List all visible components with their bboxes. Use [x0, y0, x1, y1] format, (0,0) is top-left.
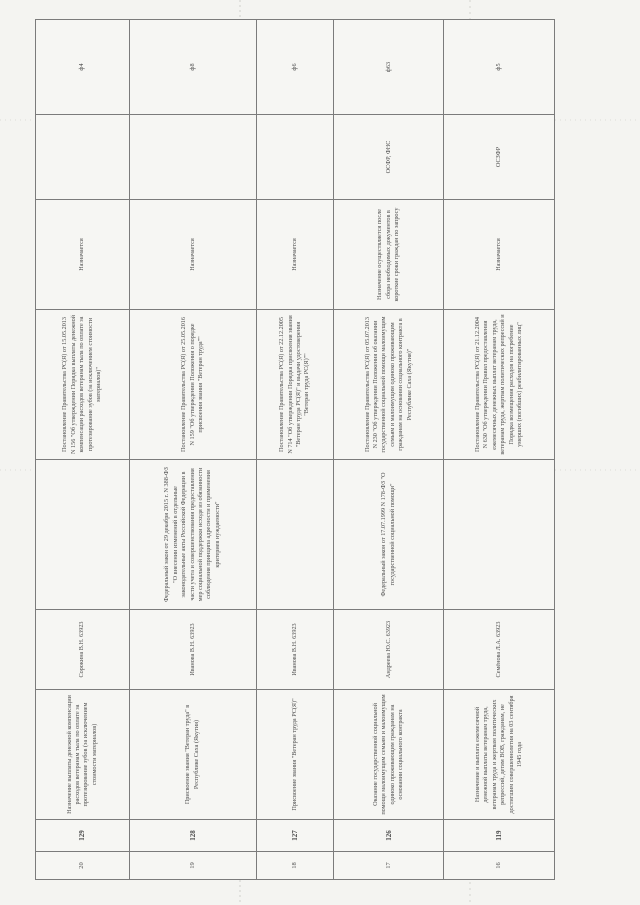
executor: ОСФР, ФНС	[333, 115, 444, 200]
row-number: 126	[333, 820, 444, 852]
row-number: 128	[129, 820, 256, 852]
service-name: Присвоение звания "Ветеран труда РС(Я)"	[256, 690, 333, 820]
responsible: Семёнова Л.А. 63923	[444, 610, 555, 690]
executor: ОСЗФР	[444, 115, 555, 200]
organization: Назначается	[129, 200, 256, 310]
rotated-table-wrapper	[35, 20, 555, 880]
regional-act: Постановление Правительства РС(Я) от 22.12.2005 N 714 "Об утверждении Порядка присвоения звания "Ветеран труда РС(Я)" и выдачи удостоверения "Ветеран труда РС(Я)""	[256, 310, 333, 460]
federal-law: Федеральный закон от 17.07.1999 N 178-ФЗ "О государственной социальной помощи"	[333, 460, 444, 610]
row-number: 129	[36, 820, 130, 852]
table-row	[256, 20, 333, 880]
row-seq: 17	[333, 852, 444, 880]
federal-law	[256, 460, 333, 610]
executor	[129, 115, 256, 200]
regional-act: Постановление Правительства РС(Я) от 05.07.2013 N 230 "Об утверждении Положения об оказании государственной социальной помощи малоимущим семьям и малоимущим одиноко проживающим гражданам на основании социального контракта в Республике Саха (Якутия)"	[333, 310, 444, 460]
code: ф4	[36, 20, 130, 115]
organization: Назначается	[256, 200, 333, 310]
regional-act: Постановление Правительства РС(Я) от 25.05.2016 N 159 "Об утверждении Положения о порядке присвоения звания "Ветеран труда""	[129, 310, 256, 460]
responsible: Сорокина В.Н. 63923	[36, 610, 130, 690]
federal-law: Федеральный закон от 29 декабря 2015 г. N 388-ФЗ "О внесении изменений в отдельные законодательные акты Российской Федерации в части учета и совершенствования предоставления мер социальной поддержки исходя из обязанности соблюдения принципа адресности и применения критериев нуждаемости"	[129, 460, 256, 610]
table-row	[129, 20, 256, 880]
code: ф8	[129, 20, 256, 115]
code: ф63	[333, 20, 444, 115]
table-row	[444, 20, 555, 880]
federal-law	[36, 460, 130, 610]
code: ф6	[256, 20, 333, 115]
regional-act: Постановление Правительства РС(Я) от 15.05.2013 N 156 "Об утверждении Порядка выплаты денежной компенсации расходов ветеранам тыла по оплате за протезирование зубов (за исключением стоимости материалов)"	[36, 310, 130, 460]
organization: Назначается	[36, 200, 130, 310]
row-seq: 20	[36, 852, 130, 880]
code: ф5	[444, 20, 555, 115]
row-number: 119	[444, 820, 555, 852]
executor	[256, 115, 333, 200]
service-name: Оказание государственной социальной помощи малоимущим семьям и малоимущим одиноко проживающим гражданам на основании социального контракта	[333, 690, 444, 820]
organization: Назначение осуществляется после сбора необходимых документов в короткие сроки граждан по запросу	[333, 200, 444, 310]
executor	[36, 115, 130, 200]
table-row	[333, 20, 444, 880]
responsible: Андреева Ю.С. 63923	[333, 610, 444, 690]
responsible: Иванова В.Н. 63923	[256, 610, 333, 690]
row-seq: 19	[129, 852, 256, 880]
service-name: Назначение выплаты денежной компенсации расходов ветеранам тыла по оплате за протезирование зубов (за исключением стоимости материалов)	[36, 690, 130, 820]
row-seq: 18	[256, 852, 333, 880]
service-name: Назначение и выплата ежемесячной денежной выплаты ветеранам труда, ветеранам труда и жертвам политических репрессий, детям ВОВ, гражданам, не достигшим совершеннолетия на 03 сентября 1945 года	[444, 690, 555, 820]
responsible: Иванова В.Н. 63923	[129, 610, 256, 690]
regional-act: Постановление Правительства РС(Я) от 21.12.2004 N 630 "Об утверждении Правил предоставления ежемесячных денежных выплат ветеранам труда, ветеранам труда, жертвам политических репрессий и Порядка возмещения расходов на погребение умерших (погибших) реабилитированных лиц"	[444, 310, 555, 460]
table-row	[36, 20, 130, 880]
services-table	[35, 19, 555, 880]
row-number: 127	[256, 820, 333, 852]
federal-law	[444, 460, 555, 610]
organization: Назначается	[444, 200, 555, 310]
row-seq: 16	[444, 852, 555, 880]
service-name: Присвоение звания "Ветеран труда" в Республике Саха (Якутия)	[129, 690, 256, 820]
